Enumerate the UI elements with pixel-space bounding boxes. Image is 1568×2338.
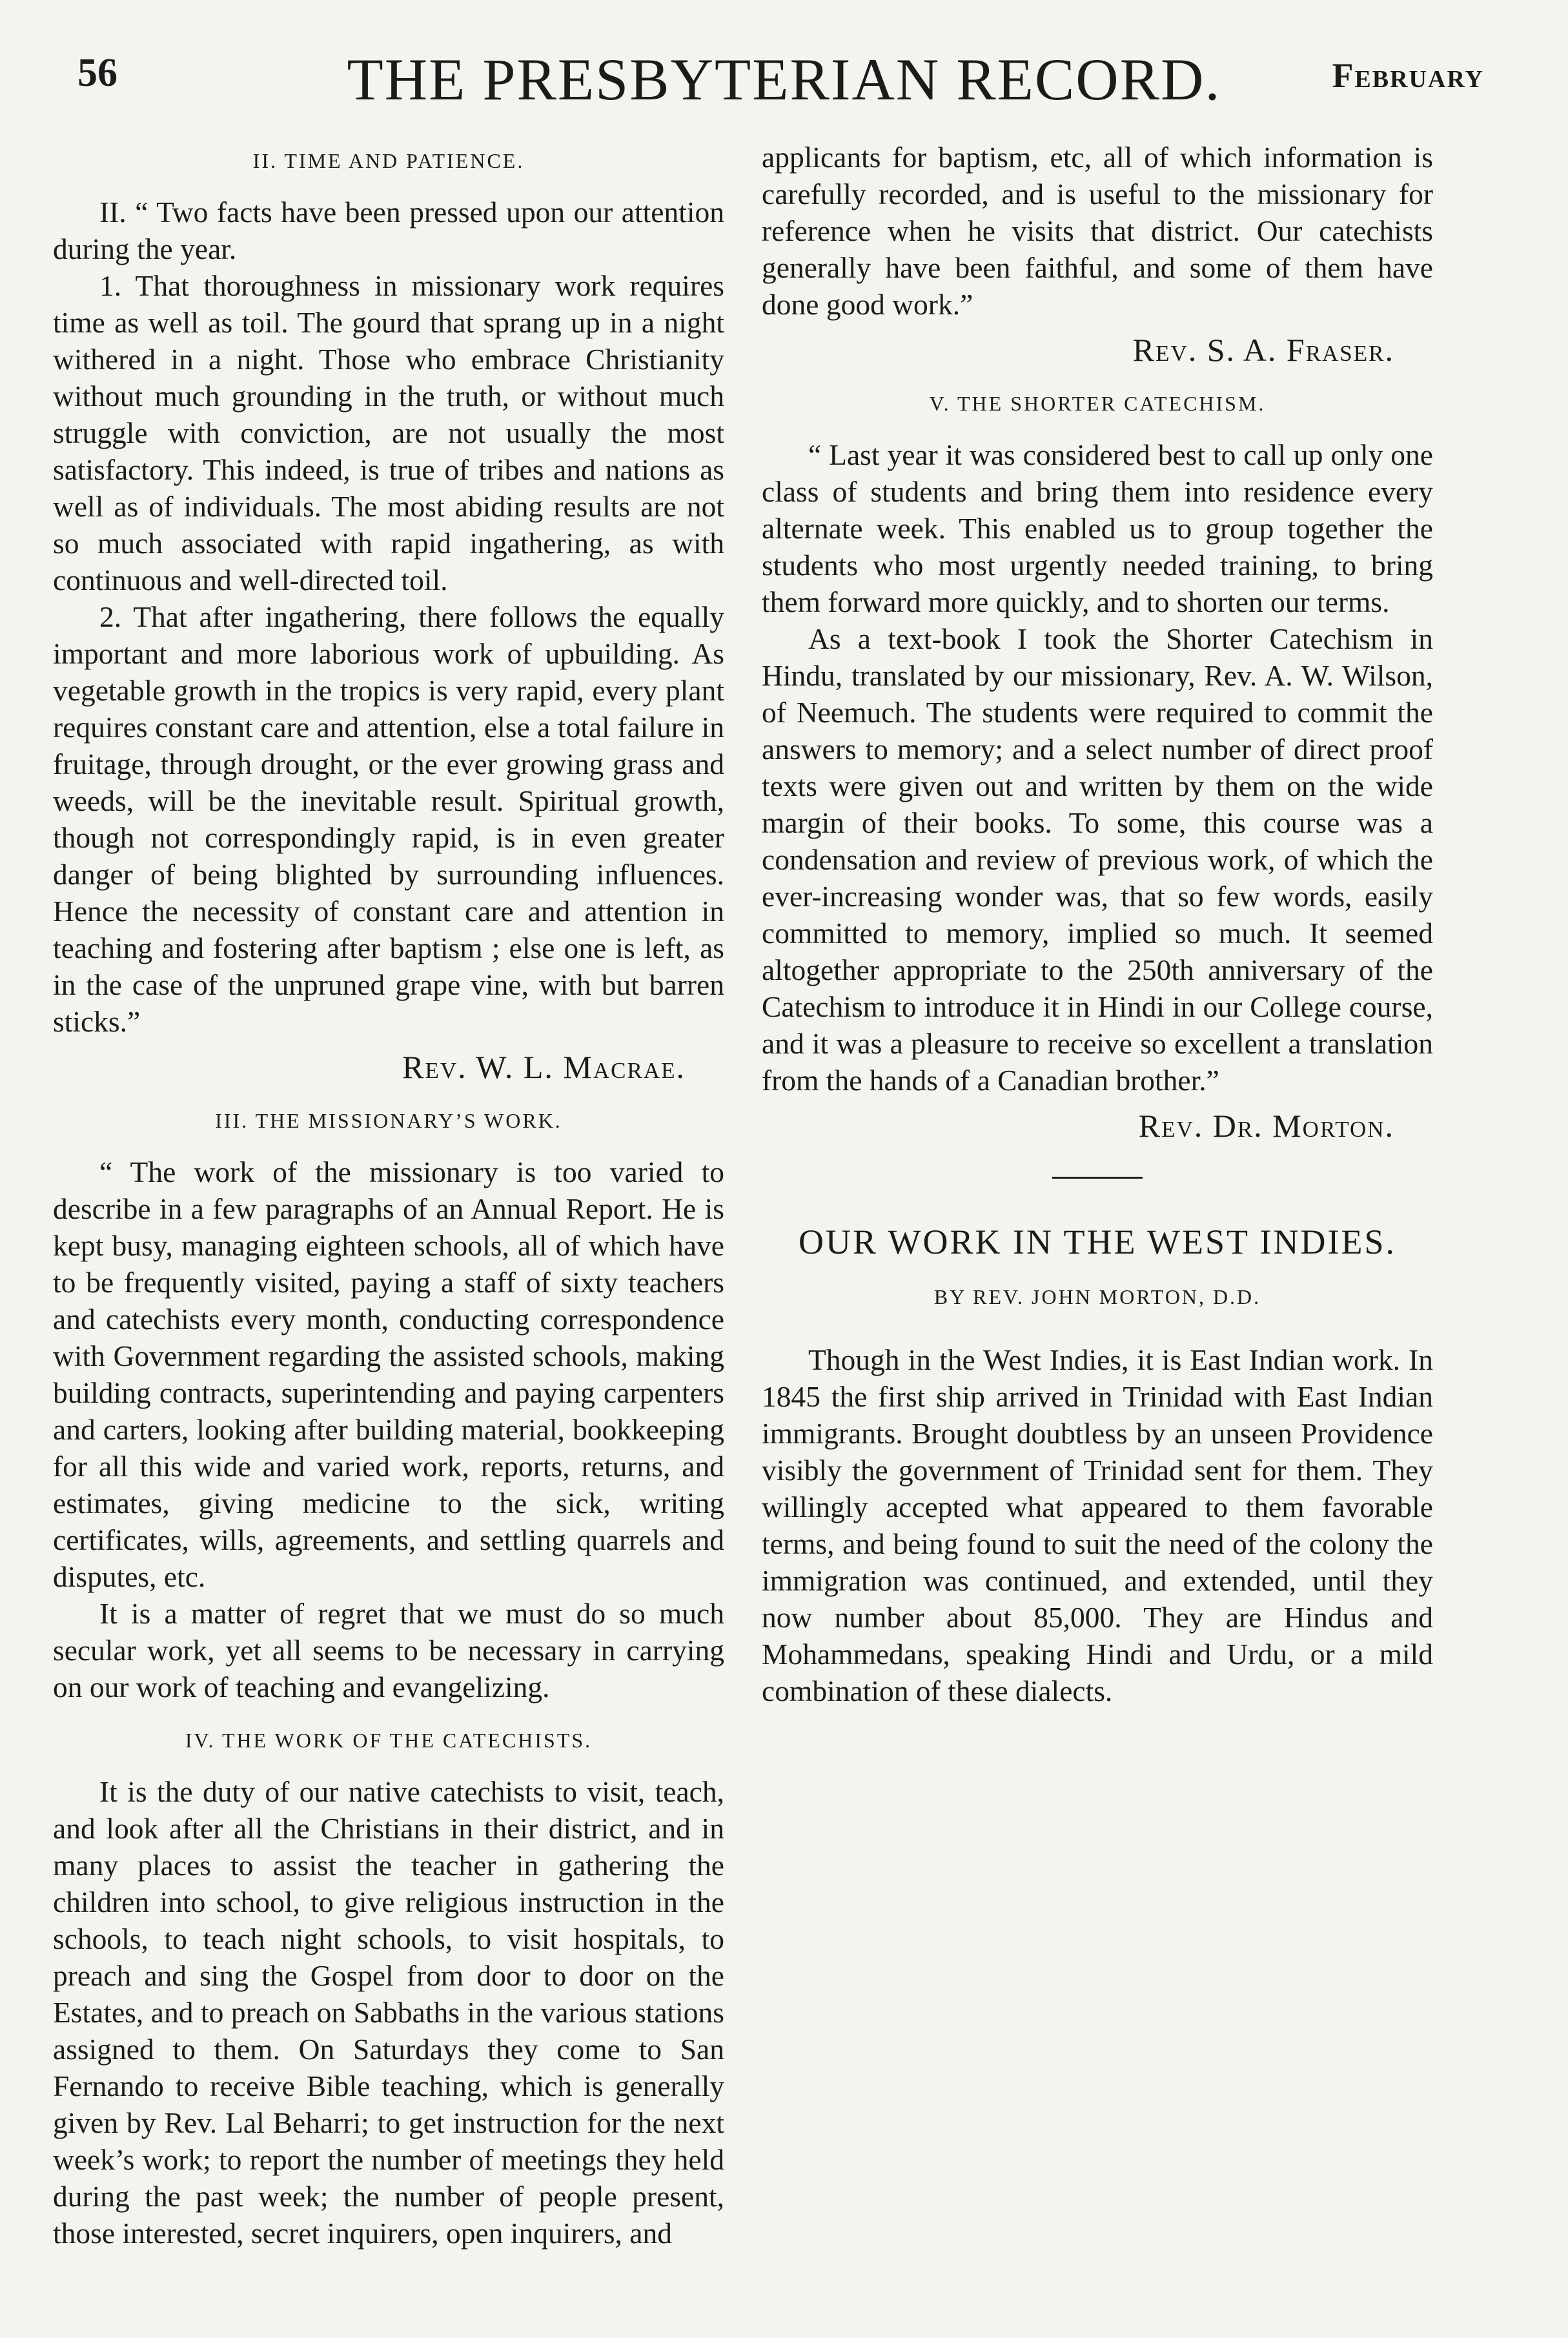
- paragraph: As a text-book I took the Shorter Catechism in Hindu, translated by our missionary, Rev. A. W. Wilson, of Neemuch. The students were required to commit the answers to memory; and a select number of direct proof texts were given out and written by them on the wide margin of their books. To some, this course was a condensation and review of previous work, of which the ever-increasing wonder was, that so few words, easily committed to memory, implied so much. It seemed altogether appropriate to the 250th anniversary of the Catechism to introduce it in Hindi in our College course, and it was a pleasure to receive so excellent a translation from the hands of a Canadian brother.”: [762, 622, 1433, 1097]
- signature-macrae: Rev. W. L. Macrae.: [402, 1049, 686, 1085]
- section-heading-time-patience: II. TIME AND PATIENCE.: [252, 149, 525, 172]
- paragraph: II. “ Two facts have been pressed upon our attention during the year.: [53, 196, 724, 265]
- paragraph: 2. That after ingathering, there follows the equally important and more laborious work of upbuilding. As vegetable growth in the tropics is very rapid, every plant requires constant care and attention, else a total failure in fruitage, through drought, or the ever growing grass and weeds, will be the inevitable result. Spiritual growth, though not correspondingly rapid, is in even greater danger of being blighted by surrounding influences. Hence the necessity of constant care and attention in teaching and fostering after baptism ; else one is left, as in the case of the unpruned grape vine, with but barren sticks.”: [53, 600, 724, 1038]
- paragraph: It is a matter of regret that we must do so much secular work, yet all seems to be necessary in carrying on our work of teaching and evangelizing.: [53, 1597, 724, 1703]
- left-column: [53, 139, 724, 2252]
- right-column: [762, 139, 1433, 1709]
- paragraph-continued: applicants for baptism, etc, all of which information is carefully recorded, and is useful to the missionary for reference when he visits that district. Our catechists generally have been faithful, and some of them have done good work.”: [762, 141, 1433, 321]
- journal-title: THE PRESBYTERIAN RECORD.: [347, 46, 1221, 112]
- article-title: OUR WORK IN THE WEST INDIES.: [799, 1223, 1396, 1261]
- signature-morton: Rev. Dr. Morton.: [1138, 1108, 1394, 1144]
- divider-rule: [1052, 1177, 1143, 1179]
- paragraph: 1. That thoroughness in missionary work requires time as well as toil. The gourd that sprang up in a night withered in a night. Those who embrace Christianity without much grounding in the truth, or without much struggle with conviction, are not usually the most satisfactory. This indeed, is true of tribes and nations as well as of individuals. The most abiding results are not so much associated with rapid ingathering, as with continuous and well-directed toil.: [53, 269, 724, 596]
- issue-month: February: [1332, 56, 1484, 95]
- section-heading-shorter-catechism: V. THE SHORTER CATECHISM.: [929, 392, 1266, 415]
- paragraph: Though in the West Indies, it is East Indian work. In 1845 the first ship arrived in Trinidad with East Indian immigrants. Brought doubtless by an unseen Providence visibly the government of Trinidad sent for them. They willingly accepted what appeared to them favorable terms, and being found to suit the need of the colony the immigration was continued, and extended, until they now number about 85,000. They are Hindus and Mohammedans, speaking Hindi and Urdu, or a mild combination of these dialects.: [762, 1343, 1433, 1707]
- page-number: 56: [77, 51, 117, 95]
- signature-fraser: Rev. S. A. Fraser.: [1132, 332, 1394, 368]
- section-heading-missionary-work: III. THE MISSIONARY’S WORK.: [215, 1109, 562, 1132]
- paragraph-catechists: It is the duty of our native catechists to visit, teach, and look after all the Christians in their district, and in many places to assist the teacher in gathering the children into school, to give religious instruction in the schools, to teach night schools, to visit hospitals, to preach and sing the Gospel from door to door on the Estates, and to preach on Sabbaths in the various stations assigned to them. On Saturdays they come to San Fernando to receive Bible teaching, which is generally given by Rev. Lal Beharri; to get instruction for the next week’s work; to report the number of meetings they held during the past week; the number of people present, those interested, secret inquirers, open inquirers, and: [53, 1775, 724, 2250]
- page-header: [0, 46, 1568, 121]
- paragraph: “ The work of the missionary is too varied to describe in a few paragraphs of an Annual Report. He is kept busy, managing eighteen schools, all of which have to be frequently visited, paying a staff of sixty teachers and catechists every month, conducting correspondence with Government regarding the assisted schools, making building contracts, superintending and paying carpenters and carters, looking after building material, bookkeeping for all this wide and varied work, reports, returns, and estimates, giving medicine to the sick, writing certificates, wills, agreements, and settling quarrels and disputes, etc.: [53, 1155, 724, 1593]
- section-heading-catechists: IV. THE WORK OF THE CATECHISTS.: [185, 1729, 593, 1752]
- article-byline: BY REV. JOHN MORTON, D.D.: [933, 1285, 1261, 1308]
- paragraph: “ Last year it was considered best to call up only one class of students and bring them into residence every alternate week. This enabled us to group together the students who most urgently needed training, to bring them forward more quickly, and to shorten our terms.: [762, 438, 1433, 618]
